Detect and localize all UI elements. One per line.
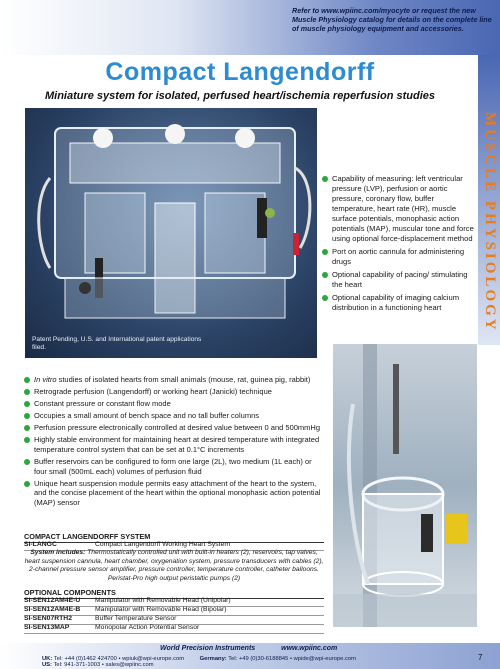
in-vitro-label: In vitro: [34, 375, 57, 384]
product-code: SI-LANGC: [24, 541, 57, 548]
patent-note: Patent Pending, U.S. and International patent applications filed.: [32, 336, 202, 351]
product-code: SI-SEN13MAP: [24, 624, 70, 631]
section-side-label: MUSCLE PHYSIOLOGY: [482, 112, 498, 333]
list-item: Highly stable environment for maintaining heart at desired temperature with integrated temperature control system that can be set at 0.1°C increments: [24, 435, 324, 454]
list-item: Optional capability of imaging calcium distribution in a functioning heart: [322, 293, 476, 313]
company-name: World Precision Instruments: [160, 645, 256, 652]
list-item: Unique heart suspension module permits easy attachment of the heart to the system, and the concise placement of the heart within the optional monophasic action potential (MAP) sensor: [24, 479, 324, 508]
product-code: SI-SEN12AM4E-B: [24, 606, 81, 613]
germany-text: Tel: +49 (0)30-6188845 • wpide@wpi-europe.com: [228, 656, 356, 662]
list-item: Optional capability of pacing/ stimulating the heart: [322, 270, 476, 290]
page-subtitle: Miniature system for isolated, perfused heart/ischemia reperfusion studies: [44, 90, 435, 102]
page-title: Compact Langendorff: [105, 58, 375, 86]
product-description: Compact Langendorff Working Heart System: [95, 541, 230, 548]
apparatus-illustration: [25, 108, 317, 358]
optional-heading: OPTIONAL COMPONENTS: [24, 588, 324, 599]
list-item: Retrograde perfusion (Langendorff) or working heart (Janicki) technique: [24, 387, 324, 397]
us-label: US:: [42, 662, 52, 668]
includes-label: System includes:: [30, 549, 86, 556]
list-item-text: studies of isolated hearts from small animals (mouse, rat, guinea pig, rabbit): [56, 375, 311, 384]
table-row: [24, 624, 324, 634]
list-item: Constant pressure or constant flow mode: [24, 399, 324, 409]
list-item: Capability of measuring: left ventricular pressure (LVP), perfusion or aortic pressure, coronary flow, buffer temperature, heart rate (HR), muscle surface potentials, monophasic action potentials (MAP), muscular tone and force using optional force-displacement method: [322, 174, 476, 244]
germany-label: Germany:: [199, 656, 227, 662]
heart-chamber-illustration: [333, 344, 477, 627]
footer-company: [160, 645, 460, 652]
product-description: Buffer Temperature Sensor: [95, 615, 177, 622]
list-item: Buffer reservoirs can be configured to form one large (2L), two medium (1L each) or four small (500mL each) volumes of perfusion fluid: [24, 457, 324, 476]
us-text: Tel: 941-371-1003 • sales@wpiinc.com: [53, 662, 154, 668]
langendorff-apparatus-photo: [25, 108, 317, 358]
catalog-reference-note: Refer to www.wpiinc.com/myocyte or request the new Muscle Physiology catalog for details on the complete line of muscle physiology equipment and accessories.: [292, 6, 492, 33]
system-heading: COMPACT LANGENDORFF SYSTEM: [24, 532, 324, 543]
page-number: 7: [478, 653, 483, 662]
footer-website: www.wpiinc.com: [281, 645, 338, 652]
capability-list: [322, 174, 476, 316]
germany-contact: [200, 656, 356, 662]
includes-text: Thermostatically controlled unit with built-in heaters (2), reservoirs, tap valves, heart suspension cannula, heart chamber, oxygenation system, pressure transducers with cables (2), 2-channel pressure sensor amplifier, pressure controller, temperature controller, catheter balloons. Peristat-Pro high output peristaltic pumps (2): [24, 549, 324, 582]
list-item: Port on aortic cannula for administering drugs: [322, 247, 476, 267]
list-item: [24, 375, 324, 385]
footer-contacts: [42, 656, 472, 668]
feature-list: [24, 375, 324, 510]
us-contact: [42, 662, 154, 668]
product-description: Manipulator with Removable Head (Bipolar): [95, 606, 227, 613]
system-includes: [24, 549, 324, 583]
uk-label: UK:: [42, 656, 53, 662]
product-code: SI-SEN07RTH2: [24, 615, 72, 622]
list-item: Occupies a small amount of bench space and no tall buffer columns: [24, 411, 324, 421]
product-description: Manipulator with Removable Head (Unipolar): [95, 597, 231, 604]
uk-text: Tel: +44 (0)1462 424700 • wpiuk@wpi-europe.com: [53, 656, 185, 662]
product-code: SI-SEN12AM4E-U: [24, 597, 81, 604]
heart-chamber-photo: [333, 344, 477, 627]
product-description: Monopolar Action Potential Sensor: [95, 624, 200, 631]
list-item: Perfusion pressure electronically controlled at desired value between 0 and 500mmHg: [24, 423, 324, 433]
